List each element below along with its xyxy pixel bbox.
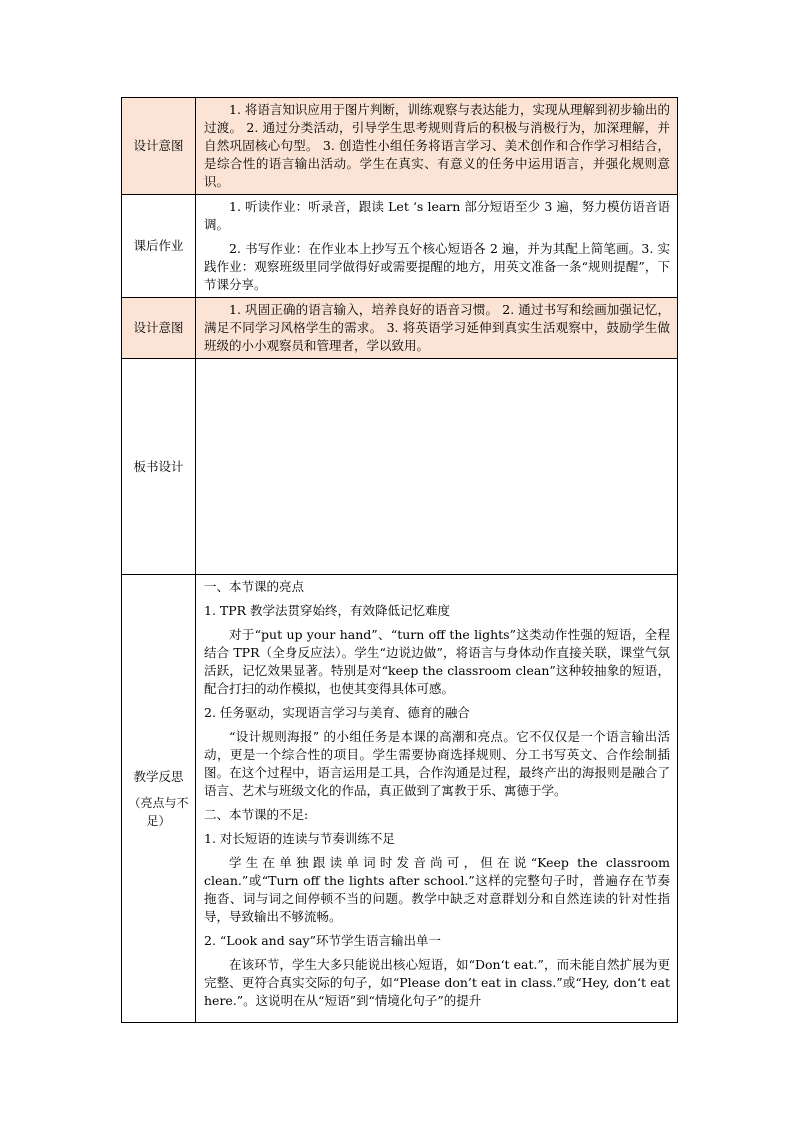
subsection-title: 2. 任务驱动，实现语言学习与美育、德育的融合	[204, 705, 470, 720]
row-label: 设计意图	[122, 298, 196, 359]
homework-item-1: 1. 听读作业：听录音，跟读 Let ‘s learn 部分短语至少 3 遍，努力模仿语音语调。	[204, 199, 670, 232]
row-content	[196, 575, 678, 1023]
subsection-title: 2. “Look and say”环节学生语言输出单一	[204, 933, 441, 948]
board-design-row	[122, 359, 678, 575]
row-label	[122, 575, 196, 1023]
row-content	[196, 98, 678, 195]
section-heading: 二、本节课的不足:	[204, 807, 309, 822]
paragraph: 对于“put up your hand”、“turn off the lights”这类动作性强的短语，全程结合 TPR（全身反应法）。学生“边说边做”，将语言与身体动作直接关联，课堂气氛活跃，记忆效果显著。特别是对“keep the classroom clean”这种较抽象的短语，配合打扫的动作模拟，也使其变得具体可感。	[204, 627, 670, 696]
board-design-area	[196, 359, 678, 575]
subsection-title: 1. TPR 教学法贯穿始终，有效降低记忆难度	[204, 603, 451, 618]
section-heading: 一、本节课的亮点	[204, 579, 305, 594]
reflection-row	[122, 575, 678, 1023]
homework-row	[122, 195, 678, 298]
row-label: 设计意图	[122, 98, 196, 195]
paragraph: 在该环节，学生大多只能说出核心短语，如“Don‘t eat.”，而未能自然扩展为更完整、更符合真实交际的句子，如“Please don’t eat in class.”或“Hey, don‘t eat here.”。这说明在从“短语”到“情境化句子”的提升	[204, 957, 670, 1008]
design-intent-text: 1. 将语言知识应用于图片判断，训练观察与表达能力，实现从理解到初步输出的过渡。 2. 通过分类活动，引导学生思考规则背后的积极与消极行为，加深理解，并自然巩固核心句型。 3. 创造性小组任务将语言学习、美术创作和合作学习相结合，是综合性的语言输出活动。学生在真实、有意义的任务中运用语言，并强化规则意识。	[204, 102, 670, 189]
lesson-plan-table	[121, 97, 678, 1023]
reflection-sublabel: （亮点与不足）	[128, 795, 189, 828]
subsection-title: 1. 对长短语的连读与节奏训练不足	[204, 831, 395, 846]
row-label: 板书设计	[122, 359, 196, 575]
row-content	[196, 298, 678, 359]
design-intent-row-2	[122, 298, 678, 359]
design-intent-row-1	[122, 98, 678, 195]
paragraph: “设计规则海报” 的小组任务是本课的高潮和亮点。它不仅仅是一个语言输出活动，更是一个综合性的项目。学生需要协商选择规则、分工书写英文、合作绘制插图。在这个过程中，语言运用是工具，合作沟通是过程，最终产出的海报则是融合了语言、艺术与班级文化的作品，真正做到了寓教于乐、寓德于学。	[204, 729, 670, 798]
reflection-label: 教学反思	[133, 768, 184, 784]
design-intent-text: 1. 巩固正确的语言输入，培养良好的语音习惯。 2. 通过书写和绘画加强记忆，满足不同学习风格学生的需求。 3. 将英语学习延伸到真实生活观察中，鼓励学生做班级的小小观察员和管理者，学以致用。	[204, 302, 670, 353]
homework-item-2: 2. 书写作业：在作业本上抄写五个核心短语各 2 遍，并为其配上简笔画。3. 实践作业：观察班级里同学做得好或需要提醒的地方，用英文准备一条“规则提醒”，下节课分享。	[204, 241, 670, 292]
row-label: 课后作业	[122, 195, 196, 298]
row-content	[196, 195, 678, 298]
paragraph: 学生在单独跟读单词时发音尚可，但在说“Keep the classroom clean.”或“Turn off the lights after school.”这样的完整句子时，普遍存在节奏拖沓、词与词之间停顿不当的问题。教学中缺乏对意群划分和自然连读的针对性指导，导致输出不够流畅。	[204, 855, 670, 924]
